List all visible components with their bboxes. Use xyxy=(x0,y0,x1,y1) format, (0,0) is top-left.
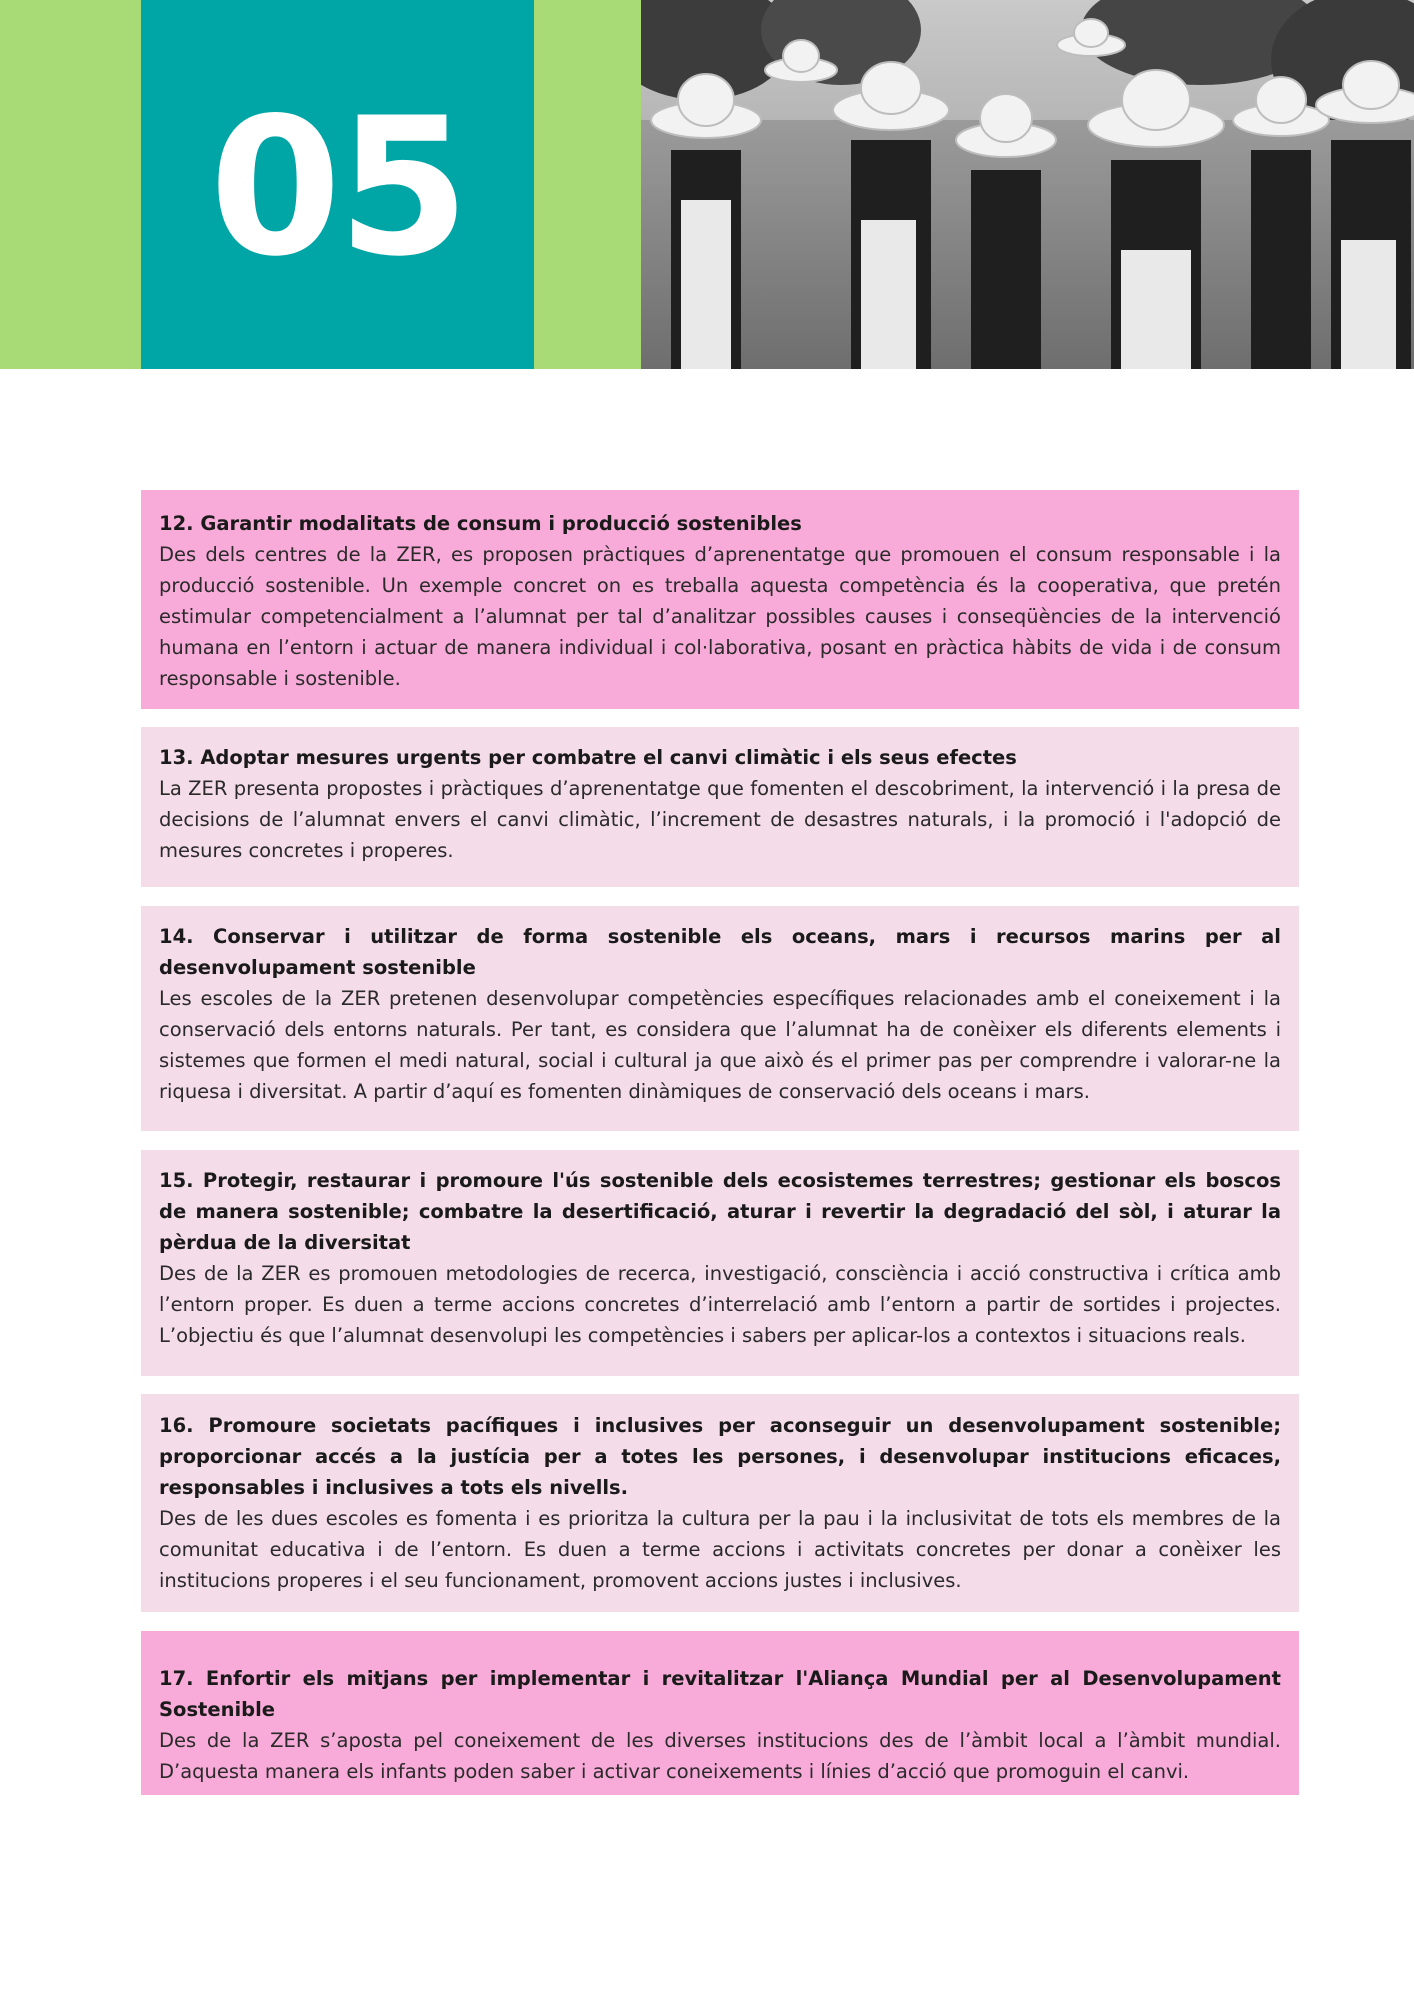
section-body: Des de la ZER s’aposta pel coneixement de les diverses institucions des de l’àmbit local a l’àmbit mundial. D’aquesta manera els infants poden saber i activar coneixements i línies d’acció que promoguin el canvi. xyxy=(159,1729,1281,1783)
section-title: 17. Enfortir els mitjans per implementar i revitalitzar l'Aliança Mundial per al Desenvolupament Sostenible xyxy=(159,1667,1281,1721)
section-title: 16. Promoure societats pacífiques i inclusives per aconseguir un desenvolupament sostenible; proporcionar accés a la justícia per a totes les persones, i desenvolupar institucions eficaces, responsables i inclusives a tots els nivells. xyxy=(159,1414,1281,1499)
header-green-band xyxy=(0,0,141,369)
section-title: 12. Garantir modalitats de consum i producció sostenibles xyxy=(159,512,802,535)
section-16 xyxy=(141,1394,1299,1612)
section-15 xyxy=(141,1150,1299,1376)
section-body: Des dels centres de la ZER, es proposen pràctiques d’aprenentatge que promouen el consum responsable i la producció sostenible. Un exemple concret on es treballa aquesta competència és la cooperativa, que pretén estimular competencialment a l’alumnat per tal d’analitzar possibles causes i conseqüències de la intervenció humana en l’entorn i actuar de manera individual i col·laborativa, posant en pràctica hàbits de vida i de consum responsable i sostenible. xyxy=(159,543,1281,690)
section-body: Des de la ZER es promouen metodologies de recerca, investigació, consciència i acció constructiva i crítica amb l’entorn proper. Es duen a terme accions concretes d’interrelació amb l’entorn a partir de sortides i projectes. L’objectiu és que l’alumnat desenvolupi les competències i sabers per aplicar-los a contextos i situacions reals. xyxy=(159,1262,1281,1347)
header-photo xyxy=(641,0,1414,369)
beekeeping-children-photo-icon xyxy=(641,0,1414,369)
section-body: Des de les dues escoles es fomenta i es prioritza la cultura per la pau i la inclusivitat de tots els membres de la comunitat educativa i de l’entorn. Es duen a terme accions i activitats concretes per donar a conèixer les institucions properes i el seu funcionament, promovent accions justes i inclusives. xyxy=(159,1507,1281,1592)
section-13 xyxy=(141,727,1299,887)
section-title: 14. Conservar i utilitzar de forma sostenible els oceans, mars i recursos marins per al desenvolupament sostenible xyxy=(159,925,1281,979)
section-title: 13. Adoptar mesures urgents per combatre el canvi climàtic i els seus efectes xyxy=(159,746,1017,769)
section-title: 15. Protegir, restaurar i promoure l'ús sostenible dels ecosistemes terrestres; gestionar els boscos de manera sostenible; combatre la desertificació, aturar i revertir la degradació del sòl, i aturar la pèrdua de la diversitat xyxy=(159,1169,1281,1254)
section-body: Les escoles de la ZER pretenen desenvolupar competències específiques relacionades amb el coneixement i la conservació dels entorns naturals. Per tant, es considera que l’alumnat ha de conèixer els diferents elements i sistemes que formen el medi natural, social i cultural ja que això és el primer pas per comprendre i valorar-ne la riquesa i diversitat. A partir d’aquí es fomenten dinàmiques de conservació dels oceans i mars. xyxy=(159,987,1281,1103)
section-14 xyxy=(141,906,1299,1131)
header-green-band-right xyxy=(534,0,641,369)
section-body: La ZER presenta propostes i pràctiques d’aprenentatge que fomenten el descobriment, la intervenció i la presa de decisions de l’alumnat envers el canvi climàtic, l’increment de desastres naturals, i la promoció i l'adopció de mesures concretes i properes. xyxy=(159,777,1281,862)
chapter-number: 05 xyxy=(209,77,466,298)
section-12 xyxy=(141,490,1299,709)
section-17 xyxy=(141,1631,1299,1795)
